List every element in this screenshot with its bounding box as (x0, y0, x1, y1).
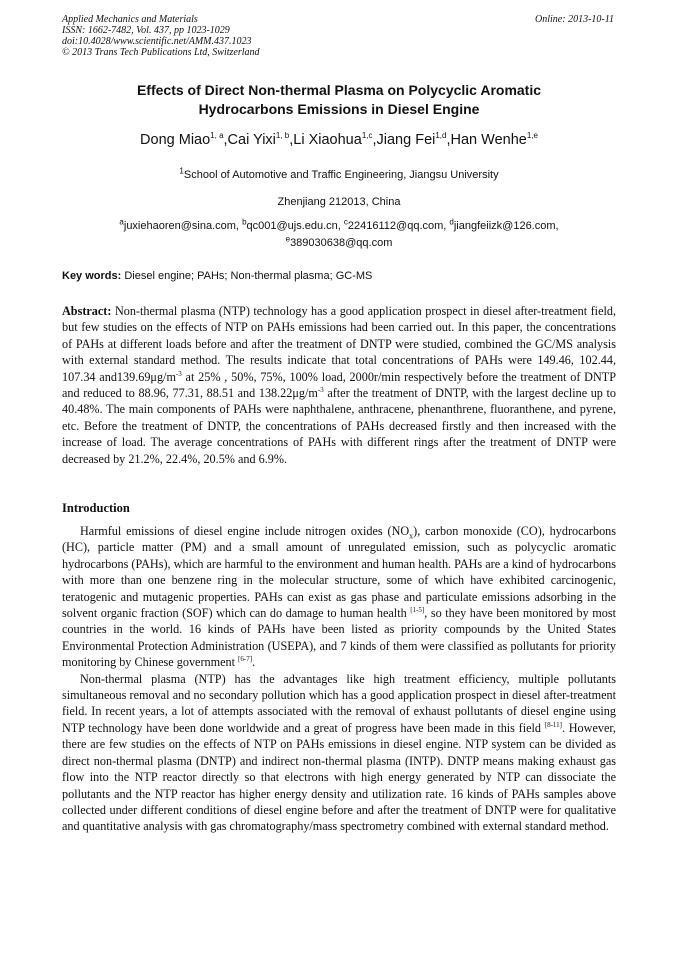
paragraph-text: Non-thermal plasma (NTP) has the advantages like high treatment efficiency, multiple pollutants simultaneous removal and no secondary pollution which has a good application prospect in diesel after-treatment field. In recent years, a lot of attempts associated with the removal of exhaust pollutants of diesel engine using NTP technology have been done worldwide and a great of progress have been made in this field (62, 671, 616, 735)
section-heading-introduction: Introduction (62, 501, 130, 515)
author-affiliation-mark: 1, b (275, 131, 290, 141)
title-line-2: Hydrocarbons Emissions in Diesel Engine (198, 101, 480, 117)
citation-8-11[interactable]: [8-11] (544, 720, 562, 729)
keywords (62, 270, 618, 282)
abstract-exponent-2: -3 (317, 385, 324, 394)
email-d[interactable]: jiangfeiizk@126.com, (453, 220, 559, 232)
journal-name: Applied Mechanics and Materials (62, 14, 198, 25)
abstract-text-1: Non-thermal plasma (NTP) technology has a good application prospect in diesel after-treatment field, but few studies on the effects of NTP on PAHs emissions had been carried out. In this paper, the concentrations of PAHs at different loads before and after the treatment of DNTP were studied, combined the GC/MS analysis with external standard method. The results indicate that total concentrations of PAHs were 149.46, 102.44, 107.34 and139.69μg/m (62, 304, 617, 384)
introduction-body (62, 523, 616, 835)
abstract-text-2: at 25% , 50%, 75%, 100% load, 2000r/min respectively before the treatment of DNTP and reduced to 88.96, 77.31, 88.51 and 138.22μg/m (62, 369, 616, 401)
paragraph-text: . However, there are few studies on the effects of NTP on PAHs emissions in diesel engine. NTP system can be divided as direct non-thermal plasma (DNTP) and indirect non-thermal plasma (INTP). DNTP means making exhaust gas flow into the NTP reactor directly so that electrons with high energy generated by NTP can dissociate the pollutants and the NTP reactor has higher energy density and utilization rate. 16 kinds of PAHs samples above collected under different conditions of diesel engine before and after the treatment of DNTP were for qualitative and quantitative analysis with gas chromatography/mass spectrometry combined with external standard method. (62, 720, 616, 834)
author-affiliation-mark: 1, a (210, 131, 224, 141)
keywords-text: Diesel engine; PAHs; Non-thermal plasma; GC-MS (124, 270, 373, 282)
email-e[interactable]: 389030638@qq.com (290, 237, 393, 249)
issn-line: ISSN: 1662-7482, Vol. 437, pp 1023-1029 (62, 25, 230, 36)
affiliation-line-2: Zhenjiang 212013, China (277, 196, 401, 208)
abstract-label: Abstract: (62, 304, 112, 318)
author-name: Dong Miao (140, 132, 211, 148)
paragraph-text: Harmful emissions of diesel engine include nitrogen oxides (NO (80, 524, 410, 538)
email-c[interactable]: 22416112@qq.com, (347, 220, 447, 232)
doi-line[interactable]: doi:10.4028/www.scientific.net/AMM.437.1023 (62, 36, 252, 47)
author-name: Cai Yixi (227, 132, 276, 148)
affiliation-line-1 (0, 168, 678, 182)
keywords-label: Key words: (62, 270, 122, 282)
abstract-exponent-1: -3 (175, 369, 182, 378)
author-affiliation-mark: 1,c (361, 131, 373, 141)
paper-title (0, 81, 678, 119)
author-affiliation-mark: 1,d (435, 131, 447, 141)
introduction-paragraph-2 (62, 671, 616, 835)
paragraph-text: , so they have been monitored by most countries in the world. 16 kinds of PAHs have been listed as priority compounds by the United States Environmental Protection Administration (USEPA), and 7 kinds of them were classified as pollutants for priority monitoring by Chinese government (62, 606, 616, 670)
author-list: Dong Miao$^{1, a}$,Cai Yixi$^{1, b}$,Li Xiaohua$^{1,c}$,Jiang Fei$^{1,d}$,Han Wenhe$^{1,e}$ (140, 131, 538, 148)
affiliation-institution: School of Automotive and Traffic Engineering, Jiangsu University (183, 169, 499, 181)
email-list: $^a$juxiehaoren@sina.com, $^b$qc001@ujs.edu.cn, $^c$22416112@qq.com, $^d$jiangfeiizk@126.com, $^e$389030638@qq.com (119, 217, 559, 249)
paragraph-text: . (252, 655, 256, 670)
online-date: Online: 2013-10-11 (535, 14, 614, 25)
author-name: Jiang Fei (376, 132, 436, 148)
citation-6-7[interactable]: [6-7] (238, 655, 253, 664)
paragraph-text: ), carbon monoxide (CO), hydrocarbons (HC), particle matter (PM) and a small amount of unregulated emission, such as polycyclic aromatic hydrocarbons (PAHs), which are harmful to the environment and human health. PAHs are a kind of hydrocarbons with more than one benzene ring in the molecular structure, some of which have exhibited carcinogenic, teratogenic and mutagenic properties. PAHs can exist as gas phase and particulate emissions adsorbing in the solvent organic fraction (SOF) which can do damage to human health (62, 524, 616, 621)
affiliation-mark: 1 (179, 166, 184, 176)
author-affiliation-mark: 1,e (526, 131, 538, 141)
author-name: Han Wenhe (450, 132, 527, 148)
email-a[interactable]: juxiehaoren@sina.com, (123, 220, 239, 232)
journal-header (62, 14, 260, 58)
subscript-x: x (409, 531, 414, 541)
abstract (62, 303, 616, 467)
introduction-paragraph-1 (62, 523, 616, 671)
citation-1-5[interactable]: [1-5] (410, 605, 425, 614)
author-name: Li Xiaohua (293, 132, 362, 148)
title-line-1: Effects of Direct Non-thermal Plasma on Polycyclic Aromatic (136, 82, 542, 98)
copyright-line: © 2013 Trans Tech Publications Ltd, Switzerland (62, 47, 260, 58)
abstract-text-3: after the treatment of DNTP, with the largest decline up to 40.48%. The main components of PAHs were naphthalene, anthracene, phenanthrene, fluoranthene, and pyrene, etc. Before the treatment of DNTP, the concentrations of PAHs decreased firstly and then increased with the increase of load. The average concentrations of PAHs with different rings after the treatment of DNTP were decreased by 21.2%, 22.4%, 20.5% and 6.9%. (62, 386, 616, 466)
email-b[interactable]: qc001@ujs.edu.cn, (246, 220, 341, 232)
